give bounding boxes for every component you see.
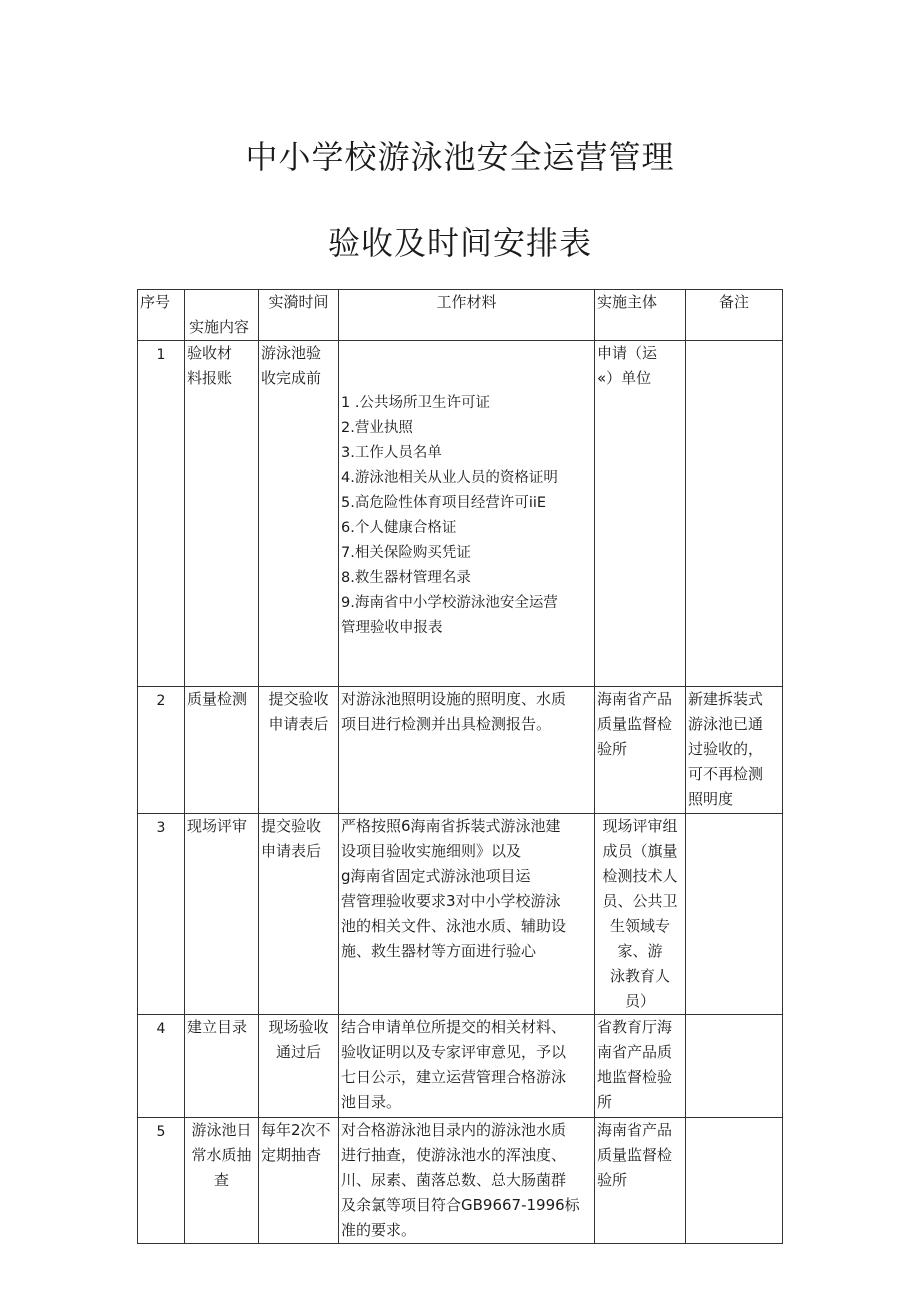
row-materials xyxy=(339,1118,595,1244)
header-remark: 备注 xyxy=(686,290,783,341)
cell-line: 定期抽杳 xyxy=(261,1146,322,1164)
row-seq: 2 xyxy=(138,687,185,814)
row-content xyxy=(185,1118,259,1244)
material-item: 4.游泳池相关从业人员的资格证明 xyxy=(341,470,558,486)
document-title-line2: 验收及时间安排表 xyxy=(327,224,592,262)
material-item: 5.高危险性体育项目经营许可iiE xyxy=(341,495,547,511)
cell-line: 过验收的， xyxy=(688,740,764,758)
row-seq: 4 xyxy=(138,1015,185,1118)
material-item: 9.海南省中小学校游泳池安全运营 xyxy=(341,595,558,611)
cell-line: g海南省固定式游泳池项目运 xyxy=(341,867,531,885)
material-item: 6.个人健康合格证 xyxy=(341,520,457,536)
cell-line: 营管理验收要求3对中小学校游泳 xyxy=(341,892,561,910)
row-materials xyxy=(339,814,595,1015)
cell-line: 结合申请单位所提交的相关材料、 xyxy=(341,1018,567,1036)
cell-line: 对游泳池照明设施的照明度、水质 xyxy=(341,690,567,708)
row-subject xyxy=(595,687,686,814)
table-row xyxy=(138,341,783,687)
row-seq: 5 xyxy=(138,1118,185,1244)
cell-line: 所 xyxy=(597,1093,613,1111)
cell-line: 设项目验收实施细则》以及 xyxy=(341,842,522,860)
row-seq: 3 xyxy=(138,814,185,1015)
cell-line: 质量监督检 xyxy=(597,715,673,733)
cell-line: 及余氯等项目符合GB9667-1996标 xyxy=(341,1196,580,1214)
cell-line: 对合格游泳池目录内的游泳池水质 xyxy=(341,1121,567,1139)
cell-line: 成员（旗量 xyxy=(602,842,678,860)
cell-line: 现场评审 xyxy=(187,817,248,835)
cell-line: 提交验收 xyxy=(268,690,329,708)
row-content xyxy=(185,814,259,1015)
cell-line: 质量监督检 xyxy=(597,1146,673,1164)
row-remark xyxy=(686,1015,783,1118)
cell-line: 提交验收 xyxy=(261,817,322,835)
cell-line: 申请（运 xyxy=(597,344,658,362)
cell-line: 泳教育人 xyxy=(609,967,670,985)
cell-line: 员） xyxy=(624,992,655,1010)
row-materials xyxy=(339,341,595,687)
cell-line: 海南省产品 xyxy=(597,1121,673,1139)
cell-line: 南省产品质 xyxy=(597,1043,673,1061)
cell-line: 生领域专 xyxy=(609,917,670,935)
cell-line: 验所 xyxy=(597,1171,628,1189)
header-materials: 工作材料 xyxy=(339,290,595,341)
cell-line: 七日公示，建立运营管理合格游泳 xyxy=(341,1068,567,1086)
cell-line: 项目进行检测并出具检测报告。 xyxy=(341,715,552,733)
cell-line: 地监督检验 xyxy=(597,1068,673,1086)
cell-line: 建立目录 xyxy=(187,1018,248,1036)
table-row xyxy=(138,687,783,814)
cell-line: 现场评审组 xyxy=(602,817,678,835)
cell-line: 检测技术人 xyxy=(602,867,678,885)
material-item: 管理验收申报表 xyxy=(341,620,443,636)
row-subject xyxy=(595,1118,686,1244)
cell-line: 施、救生器材等方面进行验心 xyxy=(341,942,537,960)
material-item: 7.相关保险购买凭证 xyxy=(341,545,471,561)
row-time xyxy=(259,1015,339,1118)
cell-line: 料报账 xyxy=(187,369,233,387)
cell-line: 查 xyxy=(213,1171,229,1189)
cell-line: 现场验收 xyxy=(268,1018,329,1036)
schedule-table xyxy=(137,289,783,1244)
table-row xyxy=(138,1015,783,1118)
material-item: 2.营业执照 xyxy=(341,420,413,436)
cell-line: «）单位 xyxy=(597,369,652,387)
header-content xyxy=(185,290,259,341)
cell-line: 家、游 xyxy=(617,942,663,960)
row-seq: 1 xyxy=(138,341,185,687)
cell-line: 每年2次不 xyxy=(261,1121,331,1139)
cell-line: 新建拆装式 xyxy=(688,690,764,708)
row-time xyxy=(259,1118,339,1244)
table-header-row xyxy=(138,290,783,341)
table-row xyxy=(138,814,783,1015)
cell-line: 质量检测 xyxy=(187,690,248,708)
row-subject xyxy=(595,341,686,687)
cell-line: 收完成前 xyxy=(261,369,322,387)
header-subject: 实施主体 xyxy=(595,290,686,341)
header-time: 实漪时间 xyxy=(259,290,339,341)
row-content xyxy=(185,1015,259,1118)
cell-line: 通过后 xyxy=(275,1043,321,1061)
cell-line: 验收材 xyxy=(187,344,233,362)
header-content-label: 实施内容 xyxy=(189,318,250,336)
cell-line: 员、公共卫 xyxy=(602,892,678,910)
row-content xyxy=(185,341,259,687)
row-content xyxy=(185,687,259,814)
row-time xyxy=(259,814,339,1015)
cell-line: 申请表后 xyxy=(268,715,329,733)
cell-line: 池目录。 xyxy=(341,1093,402,1111)
cell-line: 池的相关文件、泳池水质、辅助设 xyxy=(341,917,567,935)
cell-line: 川、尿素、菌落总数、总大肠菌群 xyxy=(341,1171,567,1189)
row-materials xyxy=(339,1015,595,1118)
row-time xyxy=(259,687,339,814)
material-item: 1 .公共场所卫生许可证 xyxy=(341,395,490,411)
cell-line: 验收证明以及专家评审意见，予以 xyxy=(341,1043,567,1061)
cell-line: 进行抽查，使游泳池水的浑浊度、 xyxy=(341,1146,567,1164)
cell-line: 游泳池验 xyxy=(261,344,322,362)
row-remark xyxy=(686,687,783,814)
material-item: 8.救生器材管理名录 xyxy=(341,570,471,586)
row-time xyxy=(259,341,339,687)
header-seq: 序号 xyxy=(138,290,185,341)
row-remark xyxy=(686,1118,783,1244)
cell-line: 游泳池已通 xyxy=(688,715,764,733)
material-item: 3.工作人员名单 xyxy=(341,445,442,461)
cell-line: 准的要求。 xyxy=(341,1221,417,1239)
cell-line: 验所 xyxy=(597,740,628,758)
cell-line: 常水质抽 xyxy=(191,1146,252,1164)
cell-line: 严格按照6海南省拆装式游泳池建 xyxy=(341,817,561,835)
row-remark xyxy=(686,341,783,687)
table-row xyxy=(138,1118,783,1244)
row-materials xyxy=(339,687,595,814)
row-subject xyxy=(595,814,686,1015)
cell-line: 海南省产品 xyxy=(597,690,673,708)
document-title-line1: 中小学校游泳池安全运营管理 xyxy=(245,138,675,176)
row-remark xyxy=(686,814,783,1015)
cell-line: 照明度 xyxy=(688,790,734,808)
row-subject xyxy=(595,1015,686,1118)
cell-line: 可不再检测 xyxy=(688,765,764,783)
cell-line: 申请表后 xyxy=(261,842,322,860)
cell-line: 游泳池日 xyxy=(191,1121,252,1139)
cell-line: 省教育厅海 xyxy=(597,1018,673,1036)
